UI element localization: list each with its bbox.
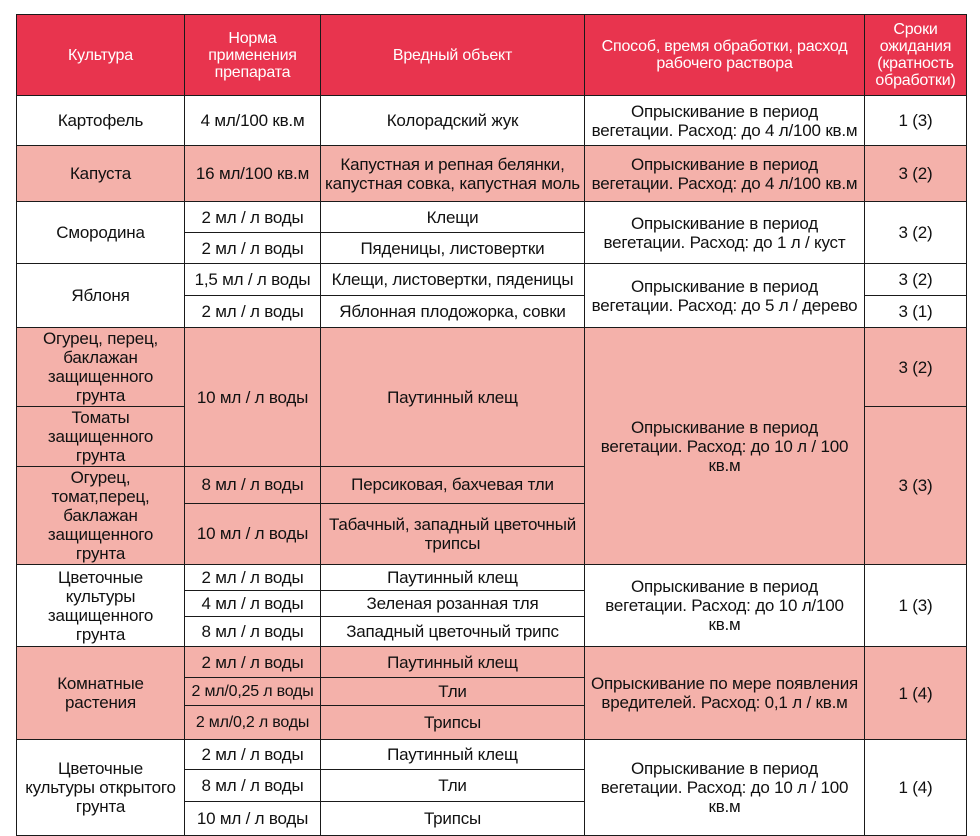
norm-cell: 2 мл / л воды (185, 202, 321, 233)
norm-cell: 2 мл / л воды (185, 647, 321, 678)
norm-cell: 8 мл / л воды (185, 467, 321, 504)
culture-cell: Томаты защищенного грунта (17, 407, 185, 467)
method-cell: Опрыскивание в период вегетации. Расход: до 4 л/100 кв.м (585, 146, 865, 202)
norm-cell: 4 мл / л воды (185, 591, 321, 617)
header-method: Способ, время обработки, расход рабочего раствора (585, 15, 865, 96)
norm-cell: 1,5 мл / л воды (185, 264, 321, 296)
culture-cell: Смородина (17, 202, 185, 264)
wait-cell: 1 (4) (865, 647, 967, 740)
norm-cell: 2 мл / л воды (185, 565, 321, 591)
method-cell: Опрыскивание в период вегетации. Расход: до 10 л/100 кв.м (585, 565, 865, 647)
method-cell: Опрыскивание в период вегетации. Расход: до 5 л / дерево (585, 264, 865, 328)
pest-cell: Колорадский жук (321, 96, 585, 146)
culture-cell: Огурец, томат,перец, баклажан защищенного грунта (17, 467, 185, 565)
pest-cell: Пяденицы, листовертки (321, 233, 585, 264)
norm-cell: 8 мл / л воды (185, 770, 321, 802)
pest-cell: Трипсы (321, 706, 585, 740)
pest-cell: Тли (321, 678, 585, 706)
norm-cell: 2 мл/0,2 л воды (185, 706, 321, 740)
norm-cell: 10 мл / л воды (185, 802, 321, 836)
norm-cell: 2 мл / л воды (185, 740, 321, 770)
wait-cell: 3 (2) (865, 328, 967, 407)
culture-cell: Цветочные культуры открытого грунта (17, 740, 185, 836)
method-cell: Опрыскивание в период вегетации. Расход: до 4 л/100 кв.м (585, 96, 865, 146)
table-row (17, 647, 967, 678)
wait-cell: 3 (3) (865, 407, 967, 565)
culture-cell: Цветочные культуры защищенного грунта (17, 565, 185, 647)
table-row (17, 740, 967, 770)
culture-cell: Капуста (17, 146, 185, 202)
wait-cell: 3 (2) (865, 202, 967, 264)
norm-cell: 2 мл / л воды (185, 296, 321, 328)
culture-cell: Комнатные растения (17, 647, 185, 740)
culture-cell: Огурец, перец, баклажан защищенного грунта (17, 328, 185, 407)
method-cell: Опрыскивание в период вегетации. Расход: до 10 л / 100 кв.м (585, 328, 865, 565)
pest-cell: Яблонная плодожорка, совки (321, 296, 585, 328)
norm-cell: 2 мл / л воды (185, 233, 321, 264)
norm-cell: 10 мл / л воды (185, 503, 321, 564)
table-row (17, 96, 967, 146)
header-pest: Вредный объект (321, 15, 585, 96)
wait-cell: 3 (2) (865, 146, 967, 202)
culture-cell: Яблоня (17, 264, 185, 328)
pest-cell: Клещи, листовертки, пяденицы (321, 264, 585, 296)
norm-cell: 4 мл/100 кв.м (185, 96, 321, 146)
pest-cell: Персиковая, бахчевая тли (321, 467, 585, 504)
header-wait: Сроки ожидания (кратность обработки) (865, 15, 967, 96)
wait-cell: 3 (2) (865, 264, 967, 296)
pest-cell: Паутинный клещ (321, 740, 585, 770)
header-norm: Норма применения препарата (185, 15, 321, 96)
norm-cell: 16 мл/100 кв.м (185, 146, 321, 202)
table-row (17, 565, 967, 591)
table-row (17, 202, 967, 233)
method-cell: Опрыскивание в период вегетации. Расход: до 1 л / куст (585, 202, 865, 264)
pest-cell: Паутинный клещ (321, 328, 585, 467)
table-row (17, 328, 967, 407)
wait-cell: 1 (3) (865, 565, 967, 647)
method-cell: Опрыскивание по мере появления вредителей. Расход: 0,1 л / кв.м (585, 647, 865, 740)
wait-cell: 1 (4) (865, 740, 967, 836)
norm-cell: 10 мл / л воды (185, 328, 321, 467)
pest-cell: Паутинный клещ (321, 647, 585, 678)
method-cell: Опрыскивание в период вегетации. Расход: до 10 л / 100 кв.м (585, 740, 865, 836)
usage-table (16, 14, 967, 836)
table-row (17, 264, 967, 296)
pest-cell: Паутинный клещ (321, 565, 585, 591)
pest-cell: Западный цветочный трипс (321, 617, 585, 647)
norm-cell: 8 мл / л воды (185, 617, 321, 647)
table-row (17, 146, 967, 202)
pest-cell: Клещи (321, 202, 585, 233)
wait-cell: 1 (3) (865, 96, 967, 146)
pest-cell: Капустная и репная белянки, капустная совка, капустная моль (321, 146, 585, 202)
culture-cell: Картофель (17, 96, 185, 146)
header-culture: Культура (17, 15, 185, 96)
pest-cell: Тли (321, 770, 585, 802)
pest-cell: Трипсы (321, 802, 585, 836)
norm-cell: 2 мл/0,25 л воды (185, 678, 321, 706)
pest-cell: Табачный, западный цветочный трипсы (321, 503, 585, 564)
wait-cell: 3 (1) (865, 296, 967, 328)
pest-cell: Зеленая розанная тля (321, 591, 585, 617)
usage-table-container (16, 14, 966, 836)
header-row (17, 15, 967, 96)
